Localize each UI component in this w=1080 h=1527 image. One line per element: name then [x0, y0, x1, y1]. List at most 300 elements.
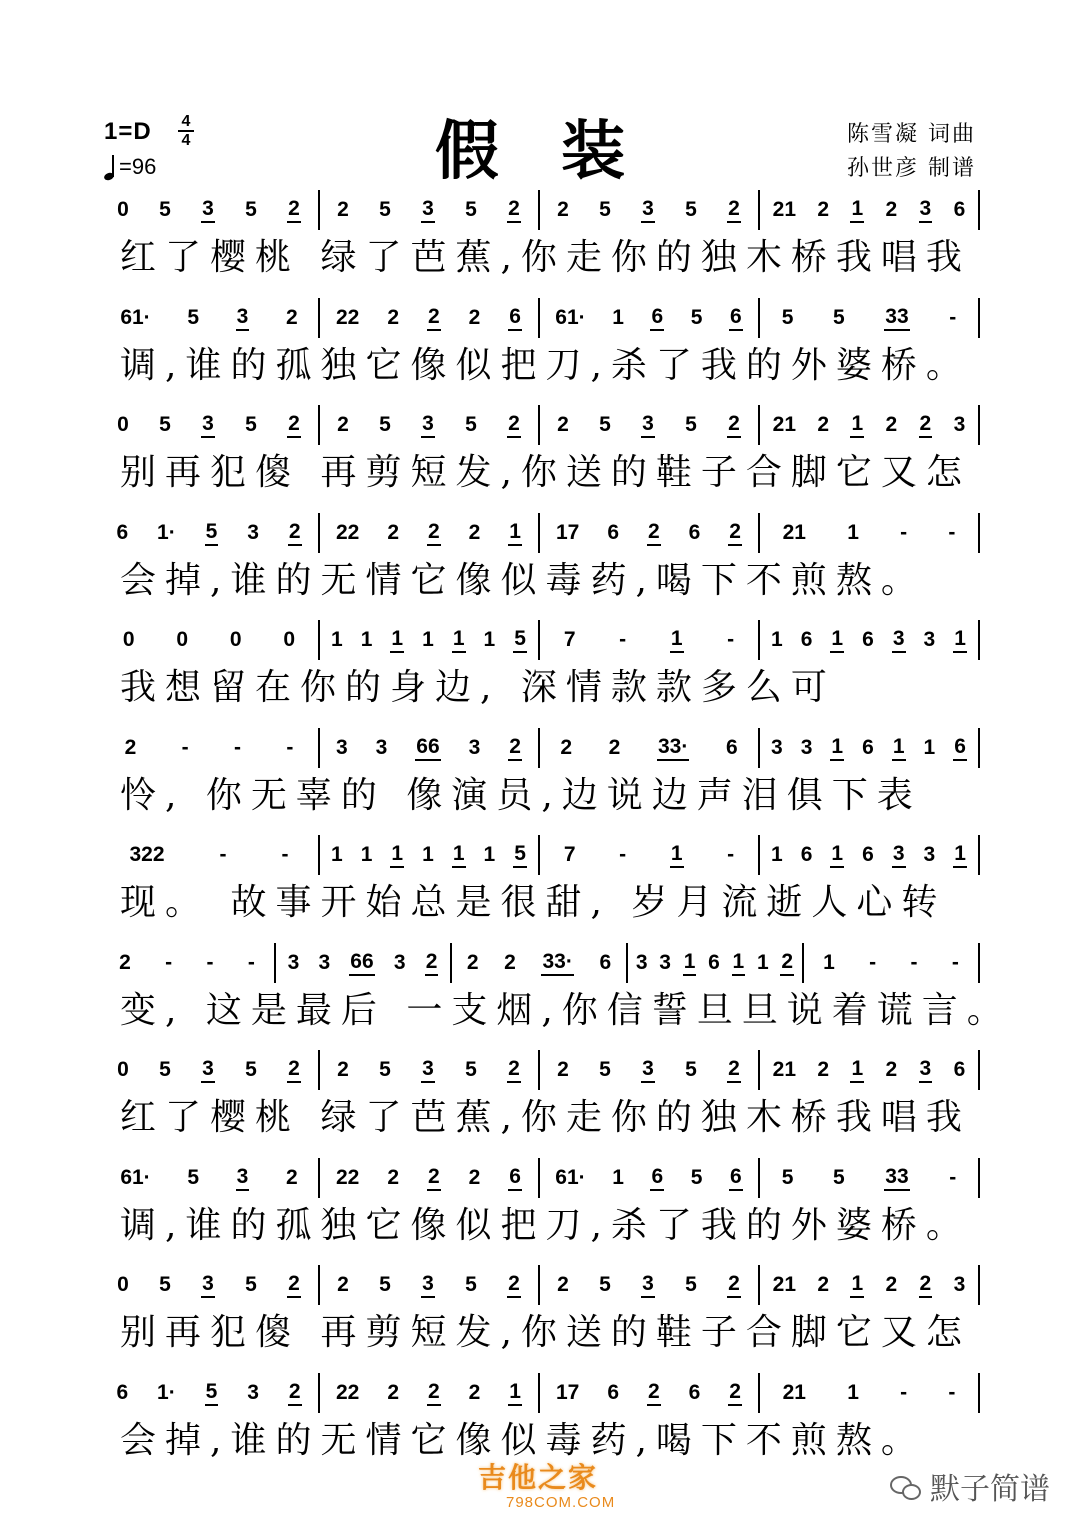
- note: 2: [427, 520, 441, 546]
- notation-row: [100, 1048, 980, 1092]
- note: 6: [116, 520, 129, 544]
- measure: [540, 190, 760, 230]
- measure: [628, 943, 804, 983]
- measure: [320, 620, 540, 660]
- note: 1: [892, 735, 906, 761]
- note: 3: [236, 1165, 250, 1191]
- note: 2: [285, 1165, 298, 1189]
- note: 2: [507, 1272, 521, 1298]
- note: 2: [647, 1380, 661, 1406]
- note: 3: [919, 1057, 933, 1083]
- measure: [100, 1373, 320, 1413]
- note: 2: [427, 1165, 441, 1191]
- note: 2: [425, 950, 439, 976]
- measure: [452, 943, 628, 983]
- note: 1: [771, 843, 783, 866]
- song-title: 假 装: [434, 114, 646, 189]
- note: 17: [555, 1380, 580, 1404]
- measure: [320, 190, 540, 230]
- note: 1: [923, 735, 936, 759]
- measure: [540, 1158, 760, 1198]
- measure: [100, 513, 320, 553]
- note: 5: [465, 198, 477, 221]
- note: -: [951, 950, 959, 974]
- note: 5: [513, 842, 527, 868]
- note: 6: [508, 305, 522, 331]
- note: 0: [122, 628, 135, 651]
- note: 3: [201, 412, 215, 438]
- note: -: [247, 950, 255, 974]
- note: 1: [850, 197, 864, 223]
- note: 5: [159, 1058, 171, 1081]
- key-signature: 1=D: [104, 118, 152, 145]
- note: 5: [379, 198, 391, 221]
- lyric-line: 会掉,谁的无情它像似毒药,喝下不煎熬。: [120, 1419, 926, 1461]
- note: 61·: [120, 1165, 151, 1189]
- measure: [760, 1050, 980, 1090]
- note: 3: [421, 197, 435, 223]
- note: 5: [465, 1058, 477, 1081]
- note: 2: [468, 1165, 481, 1189]
- note: 5: [833, 305, 845, 329]
- note: 2: [817, 1273, 830, 1296]
- note: 33: [884, 305, 909, 331]
- tempo-value: =96: [119, 154, 157, 179]
- note: 5: [379, 413, 391, 436]
- note: 1: [850, 1272, 864, 1298]
- note: 6: [862, 843, 874, 866]
- note: 5: [685, 413, 697, 436]
- note: 21: [772, 413, 797, 436]
- note: 7: [563, 628, 576, 651]
- note: 5: [599, 413, 611, 436]
- note: 2: [817, 198, 830, 221]
- note: -: [900, 1380, 908, 1404]
- note: 2: [288, 1380, 302, 1406]
- note: 6: [862, 628, 874, 651]
- note: 6: [607, 1380, 619, 1404]
- note: 5: [159, 198, 171, 221]
- note: 61·: [555, 1165, 586, 1189]
- note: 1: [683, 950, 697, 976]
- note: 1: [612, 1165, 624, 1189]
- note: -: [286, 735, 294, 759]
- note: 2: [817, 413, 830, 436]
- note: 3: [923, 843, 936, 866]
- measure: [540, 298, 760, 338]
- note: -: [727, 628, 735, 651]
- note: 2: [287, 1272, 301, 1298]
- note: 2: [557, 1273, 569, 1296]
- note: 2: [885, 1058, 898, 1081]
- note: 1: [953, 842, 967, 868]
- note: 1·: [157, 1380, 176, 1404]
- note: 5: [205, 1380, 219, 1406]
- note: 2: [285, 305, 298, 329]
- note: 2: [119, 950, 131, 974]
- measure: [320, 1050, 540, 1090]
- note: 2: [817, 1058, 830, 1081]
- note: 6: [953, 1058, 966, 1081]
- notation-row: [100, 403, 980, 447]
- note: 5: [379, 1273, 391, 1296]
- note: 5: [465, 1273, 477, 1296]
- measure: [100, 405, 320, 445]
- note: 1: [452, 842, 466, 868]
- measure: [320, 1265, 540, 1305]
- note: 1: [732, 950, 746, 976]
- measure: [540, 1265, 760, 1305]
- lyric-line: 变, 这是最后 一支烟,你信誓旦旦说着谎言。: [120, 989, 1012, 1031]
- note: 2: [387, 1380, 399, 1404]
- measure: [760, 1158, 980, 1198]
- note: 5: [245, 1058, 257, 1081]
- measure: [760, 728, 980, 768]
- note: 2: [919, 412, 933, 438]
- lyric-line: 怜, 你无辜的 像演员,边说边声泪俱下表: [120, 774, 922, 816]
- note: 1: [483, 843, 496, 866]
- note: -: [219, 843, 227, 866]
- wechat-icon: [890, 1474, 920, 1498]
- note: 21: [772, 1273, 797, 1296]
- note: -: [181, 735, 189, 759]
- note: 5: [245, 198, 257, 221]
- lyricist-credit: 陈雪凝 词曲: [847, 122, 976, 147]
- measure: [540, 1050, 760, 1090]
- note: 5: [690, 1165, 703, 1189]
- measure: [320, 1373, 540, 1413]
- note: -: [727, 843, 735, 866]
- note: 0: [229, 628, 242, 651]
- note: 3: [236, 305, 250, 331]
- measure: [760, 298, 980, 338]
- note: 3: [892, 627, 906, 653]
- note: 1: [850, 412, 864, 438]
- note: 6: [650, 305, 664, 331]
- note: 6: [708, 950, 720, 974]
- note: 2: [387, 1165, 399, 1189]
- note: 6: [508, 1165, 522, 1191]
- note: 5: [685, 1273, 697, 1296]
- note: 2: [727, 1272, 741, 1298]
- notation-row: [100, 833, 980, 877]
- score-system: [100, 833, 980, 929]
- note: 3: [953, 1273, 966, 1296]
- note: 6: [688, 1380, 701, 1404]
- note: 3: [421, 1272, 435, 1298]
- notation-row: [100, 1156, 980, 1200]
- note: 3: [800, 735, 813, 759]
- notation-row: [100, 296, 980, 340]
- note: 1: [847, 520, 859, 544]
- note: 1: [422, 628, 434, 651]
- note: 2: [560, 735, 572, 759]
- note: 6: [599, 950, 612, 974]
- note: 33: [884, 1165, 909, 1191]
- note: -: [619, 843, 627, 866]
- measure: [320, 835, 540, 875]
- note: 3: [468, 735, 481, 759]
- note: 1: [771, 628, 783, 651]
- note: 0: [117, 1058, 129, 1081]
- note: 6: [953, 198, 966, 221]
- note: 5: [781, 305, 794, 329]
- measure: [540, 1373, 760, 1413]
- note: 3: [641, 1272, 655, 1298]
- note: 2: [508, 735, 522, 761]
- measure: [100, 620, 320, 660]
- note: 1: [670, 627, 684, 653]
- note: 2: [557, 198, 569, 221]
- measure: [320, 1158, 540, 1198]
- time-bottom: 4: [181, 132, 191, 149]
- note: -: [619, 628, 627, 651]
- score-system: [100, 511, 980, 607]
- note: 6: [729, 1165, 743, 1191]
- note: -: [949, 1165, 957, 1189]
- site-logo: 吉他之家: [478, 1461, 599, 1494]
- notation-row: [100, 618, 980, 662]
- note: 2: [287, 1057, 301, 1083]
- note: 17: [555, 520, 580, 544]
- note: 5: [187, 305, 199, 329]
- measure: [540, 835, 760, 875]
- note: 6: [800, 628, 813, 651]
- note: 2: [919, 1272, 933, 1298]
- note: 1: [452, 627, 466, 653]
- note: 2: [287, 197, 301, 223]
- wechat-name: 默子简谱: [930, 1472, 1050, 1507]
- note: -: [910, 950, 918, 974]
- note: 6: [800, 843, 813, 866]
- wechat-account: [890, 1464, 1050, 1508]
- note: 5: [159, 1273, 171, 1296]
- measure: [100, 728, 320, 768]
- note: 7: [563, 843, 576, 866]
- note: 61·: [120, 305, 151, 329]
- note: 6: [688, 520, 701, 544]
- note: 6: [729, 305, 743, 331]
- note: 33·: [541, 950, 573, 976]
- note: 1: [612, 305, 624, 329]
- note: 1: [823, 950, 835, 974]
- note: -: [165, 950, 173, 974]
- note: 6: [116, 1380, 129, 1404]
- note: 3: [335, 735, 348, 759]
- note: 3: [923, 628, 936, 651]
- lyric-line: 红了樱桃 绿了芭蕉,你走你的独木桥我唱我: [120, 1097, 971, 1138]
- note: 21: [772, 198, 797, 221]
- note: 6: [607, 520, 619, 544]
- measure: [804, 943, 980, 983]
- measure: [100, 1050, 320, 1090]
- note: 5: [245, 413, 257, 436]
- note: 5: [599, 198, 611, 221]
- score-system: [100, 726, 980, 822]
- note: 3: [635, 950, 648, 974]
- score-system: [100, 618, 980, 714]
- note: 1·: [157, 520, 176, 544]
- notation-row: [100, 726, 980, 770]
- note: 2: [387, 520, 399, 544]
- note: 2: [427, 1380, 441, 1406]
- note: 2: [337, 1058, 349, 1081]
- notation-row: [100, 1371, 980, 1415]
- note: 2: [557, 1058, 569, 1081]
- note: 2: [885, 1273, 898, 1296]
- note: 5: [685, 1058, 697, 1081]
- note: 1: [850, 1057, 864, 1083]
- note: 3: [641, 412, 655, 438]
- note: 3: [247, 520, 259, 544]
- note: 5: [205, 520, 219, 546]
- note: 1: [830, 735, 844, 761]
- note: 2: [337, 413, 349, 436]
- note: 0: [117, 198, 129, 221]
- note: 3: [919, 197, 933, 223]
- note: 3: [659, 950, 671, 974]
- note: 6: [650, 1165, 664, 1191]
- note: 1: [360, 628, 373, 651]
- note: 6: [862, 735, 874, 759]
- note: 0: [176, 628, 189, 651]
- note: 3: [201, 197, 215, 223]
- note: 2: [466, 950, 479, 974]
- note: 1: [508, 520, 522, 546]
- measure: [540, 513, 760, 553]
- measure: [320, 513, 540, 553]
- lyric-line: 会掉,谁的无情它像似毒药,喝下不煎熬。: [120, 559, 926, 601]
- note: 33·: [657, 735, 689, 761]
- note: 5: [187, 1165, 199, 1189]
- measure: [540, 620, 760, 660]
- note: 322: [129, 843, 165, 866]
- measure: [760, 190, 980, 230]
- note: 2: [504, 950, 516, 974]
- score-header: [0, 0, 1080, 200]
- measure: [760, 620, 980, 660]
- note: 61·: [555, 305, 586, 329]
- score-system: [100, 188, 980, 284]
- note: 3: [201, 1272, 215, 1298]
- notation-row: [100, 941, 980, 985]
- notation-row: [100, 188, 980, 232]
- note: 5: [513, 627, 527, 653]
- note: 2: [288, 520, 302, 546]
- note: 5: [599, 1273, 611, 1296]
- note: 22: [335, 1165, 360, 1189]
- note: 1: [360, 843, 373, 866]
- note: 3: [892, 842, 906, 868]
- measure: [100, 943, 276, 983]
- lyric-line: 别再犯傻 再剪短发,你送的鞋子合脚它又怎: [120, 1312, 971, 1353]
- note: 5: [599, 1058, 611, 1081]
- note: 3: [393, 950, 406, 974]
- note: 21: [782, 1380, 806, 1404]
- note: 2: [124, 735, 137, 759]
- note: -: [869, 950, 877, 974]
- note: -: [234, 735, 241, 759]
- measure: [540, 405, 760, 445]
- score-system: [100, 1371, 980, 1467]
- measure: [320, 298, 540, 338]
- lyric-line: 调,谁的孤独它像似把刀,杀了我的外婆桥。: [120, 344, 971, 386]
- note: 1: [670, 842, 684, 868]
- note: 2: [468, 1380, 481, 1404]
- note: 5: [245, 1273, 257, 1296]
- notation-row: [100, 511, 980, 555]
- note: 5: [379, 1058, 391, 1081]
- note: 2: [337, 1273, 349, 1296]
- score-system: [100, 1263, 980, 1359]
- measure: [760, 1373, 980, 1413]
- note: -: [206, 950, 214, 974]
- note: 2: [468, 305, 481, 329]
- note: 5: [781, 1165, 794, 1189]
- note: 1: [953, 627, 967, 653]
- score-system: [100, 1156, 980, 1252]
- notation-row: [100, 1263, 980, 1307]
- note: 0: [117, 1273, 129, 1296]
- note: 66: [415, 735, 440, 761]
- note: 2: [468, 520, 481, 544]
- note: 3: [953, 413, 966, 436]
- measure: [100, 835, 320, 875]
- note: 2: [727, 1057, 741, 1083]
- note: 6: [953, 735, 967, 761]
- note: 2: [647, 520, 661, 546]
- note: 1: [830, 627, 844, 653]
- measure: [100, 1265, 320, 1305]
- note: 5: [465, 413, 477, 436]
- note: -: [900, 520, 908, 544]
- measure: [100, 190, 320, 230]
- lyric-line: 现。 故事开始总是很甜, 岁月流逝人心转: [120, 882, 947, 923]
- note: -: [948, 1380, 956, 1404]
- note: 22: [335, 1380, 360, 1404]
- score-system: [100, 296, 980, 392]
- note: 3: [318, 950, 331, 974]
- note: 3: [421, 412, 435, 438]
- measure: [760, 835, 980, 875]
- note: 2: [780, 950, 794, 976]
- note: 5: [690, 305, 703, 329]
- note: 2: [507, 1057, 521, 1083]
- note: 1: [390, 627, 404, 653]
- score-system: [100, 403, 980, 499]
- note: 2: [608, 735, 621, 759]
- measure: [320, 728, 540, 768]
- measure: [100, 1158, 320, 1198]
- lyric-line: 我想留在你的身边, 深情款款多么可: [120, 667, 836, 708]
- note: 2: [727, 412, 741, 438]
- note: 5: [685, 198, 697, 221]
- note: 3: [771, 735, 783, 759]
- note: 2: [507, 197, 521, 223]
- note: 1: [331, 628, 343, 651]
- note: 2: [387, 305, 399, 329]
- score-system: [100, 941, 1012, 1037]
- note: 2: [728, 520, 742, 546]
- note: 5: [833, 1165, 845, 1189]
- note: 6: [725, 735, 738, 759]
- note: 2: [885, 198, 898, 221]
- note: 21: [782, 520, 806, 544]
- measure: [100, 298, 320, 338]
- note: 1: [830, 842, 844, 868]
- note: 3: [247, 1380, 259, 1404]
- note: 1: [508, 1380, 522, 1406]
